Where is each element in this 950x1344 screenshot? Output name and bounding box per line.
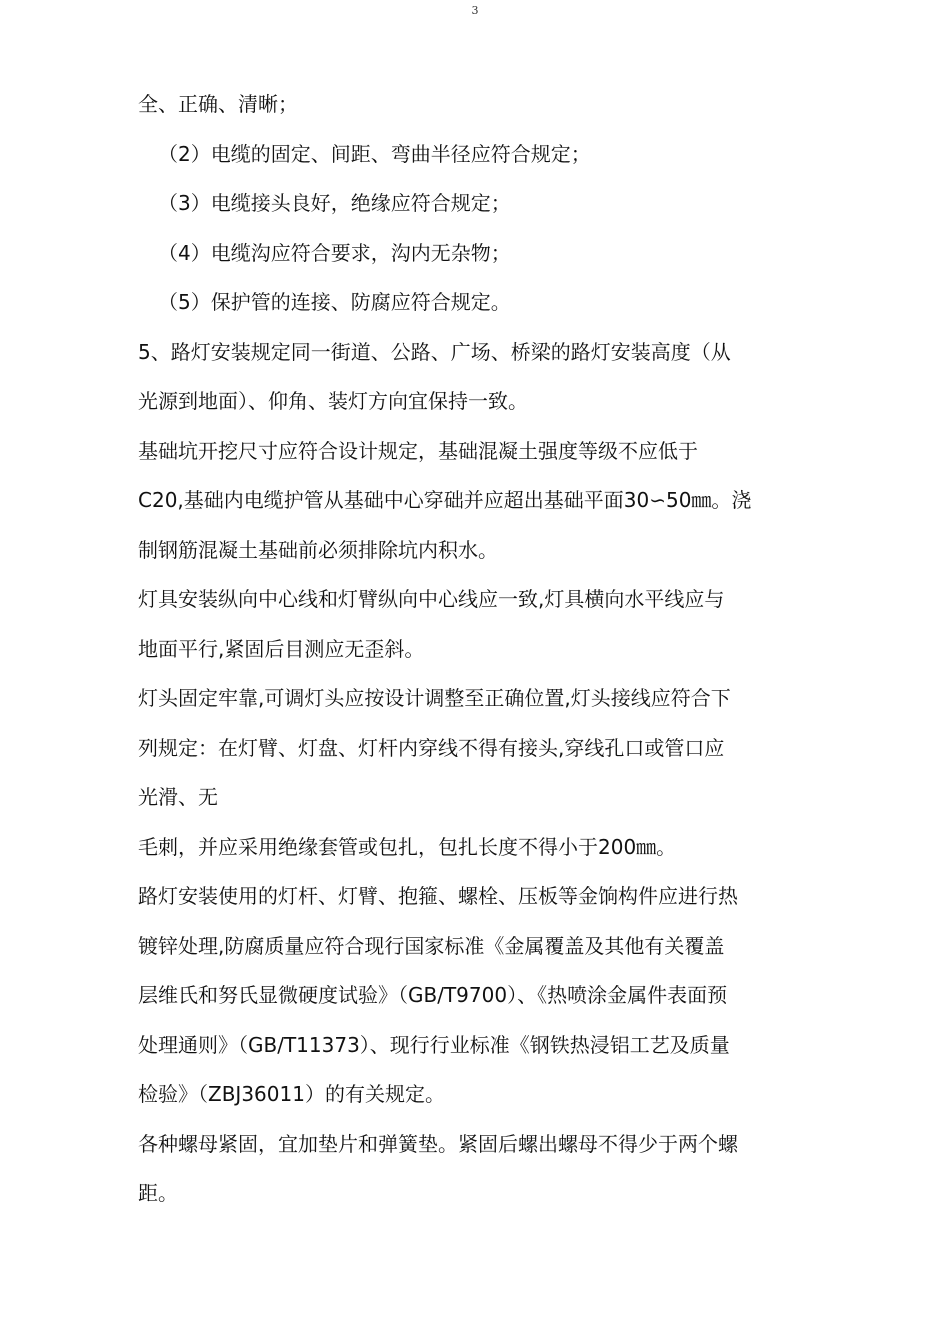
text-line: 层维氏和努氏显微硬度试验》（GB/T9700）、《热喷涂金属件表面预 bbox=[138, 983, 728, 1007]
text-line: 地面平行,紧固后目测应无歪斜。 bbox=[138, 636, 425, 661]
text-line: 镀锌处理,防腐质量应符合现行国家标准《金属覆盖及其他有关覆盖 bbox=[138, 933, 725, 958]
text-line: 全、正确、清晰； bbox=[138, 92, 298, 116]
text-line: 基础坑开挖尺寸应符合设计规定，基础混凝土强度等级不应低于 bbox=[138, 438, 698, 463]
document-body bbox=[138, 80, 828, 1219]
list-item: （2）电缆的固定、间距、弯曲半径应符合规定； bbox=[158, 141, 591, 166]
text-line: 制钢筋混凝土基础前必须排除坑内积水。 bbox=[138, 537, 498, 562]
list-item: （5）保护管的连接、防腐应符合规定。 bbox=[158, 290, 511, 314]
text-line: 检验》（ZBJ36011）的有关规定。 bbox=[138, 1082, 445, 1106]
text-line: 5、路灯安装规定同一街道、公路、广场、桥梁的路灯安装高度（从 bbox=[138, 339, 731, 364]
text-line: 列规定：在灯臂、灯盘、灯杆内穿线不得有接头,穿线孔口或管口应 bbox=[138, 735, 725, 760]
text-line: 处理通则》（GB/T11373）、现行行业标准《钢铁热浸铝工艺及质量 bbox=[138, 1032, 730, 1057]
text-line: 灯头固定牢靠,可调灯头应按设计调整至正确位置,灯头接线应符合下 bbox=[138, 686, 731, 710]
page-number: 3 bbox=[471, 4, 479, 17]
list-item: （4）电缆沟应符合要求，沟内无杂物； bbox=[158, 240, 511, 265]
list-item: （3）电缆接头良好，绝缘应符合规定； bbox=[158, 191, 511, 215]
text-line: 路灯安装使用的灯杆、灯臂、抱箍、螺栓、压板等金饷构件应进行热 bbox=[138, 884, 738, 908]
text-line: 毛刺，并应采用绝缘套管或包扎，包扎长度不得小于200㎜。 bbox=[138, 834, 677, 859]
text-line: 距。 bbox=[138, 1181, 178, 1205]
text-line: 灯具安装纵向中心线和灯臂纵向中心线应一致,灯具横向水平线应与 bbox=[138, 587, 725, 611]
text-line: C20,基础内电缆护管从基础中心穿础并应超出基础平面30∽50㎜。浇 bbox=[138, 488, 752, 512]
text-line: 光源到地面）、仰角、装灯方向宜保持一致。 bbox=[138, 389, 528, 413]
text-line: 各种螺母紧固，宜加垫片和弹簧垫。紧固后螺出螺母不得少于两个螺 bbox=[138, 1131, 738, 1156]
text-line: 光滑、无 bbox=[138, 785, 218, 809]
